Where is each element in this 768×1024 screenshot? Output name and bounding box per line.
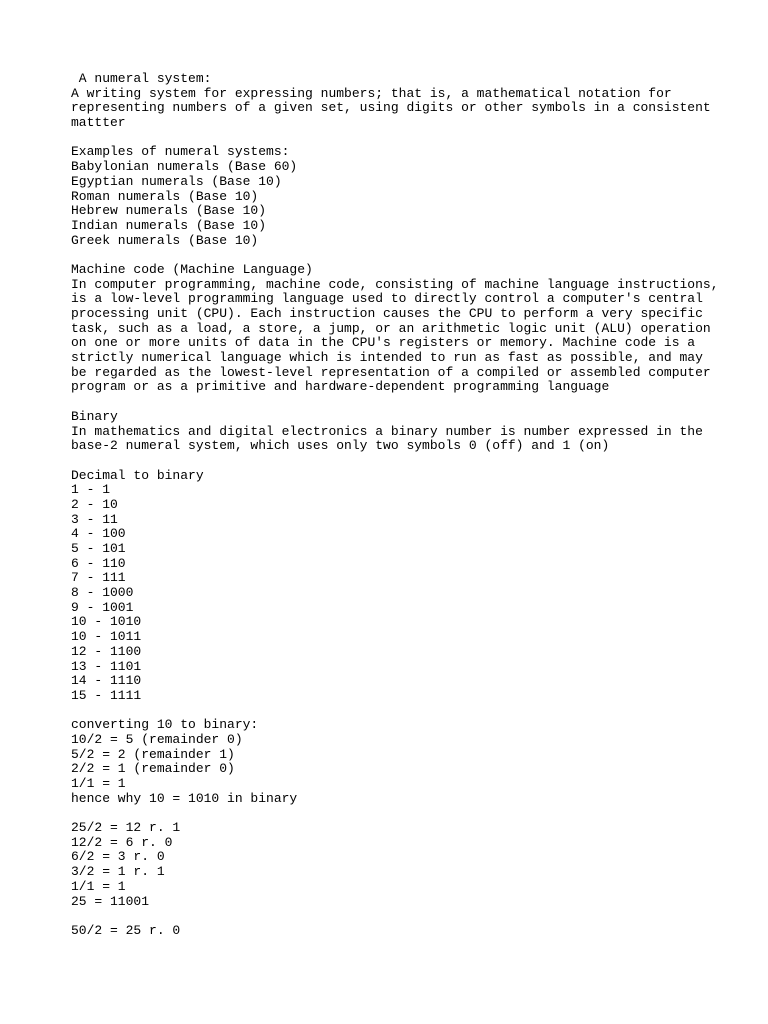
text-line: Babylonian numerals (Base 60) bbox=[71, 159, 298, 175]
text-line: converting 10 to binary: bbox=[71, 717, 259, 733]
text-line: 12 - 1100 bbox=[71, 643, 142, 659]
text-line: A numeral system: bbox=[71, 71, 212, 86]
text-line: is a low-level programming language used to directly control a computer's central bbox=[71, 291, 703, 307]
text-line: on one or more units of data in the CPU's registers or memory. Machine code is a bbox=[71, 335, 696, 351]
text-line: 10 - 1011 bbox=[71, 629, 142, 645]
text-line: 5/2 = 2 (remainder 1) bbox=[71, 746, 235, 762]
text-line: 8 - 1000 bbox=[71, 585, 134, 601]
text-line: 15 - 1111 bbox=[71, 687, 142, 703]
blank-line bbox=[71, 806, 751, 821]
blank-line bbox=[71, 395, 751, 410]
blank-line bbox=[71, 704, 751, 719]
text-section bbox=[71, 410, 751, 454]
text-line: be regarded as the lowest-level representation of a compiled or assembled computer bbox=[71, 364, 711, 380]
text-line: 9 - 1001 bbox=[71, 599, 134, 615]
text-line: program or as a primitive and hardware-dependent programming language bbox=[71, 379, 610, 395]
text-section bbox=[71, 469, 751, 704]
blank-line bbox=[71, 909, 751, 924]
text-line: Machine code (Machine Language) bbox=[71, 261, 313, 277]
text-line: Roman numerals (Base 10) bbox=[71, 188, 259, 204]
text-line: 3/2 = 1 r. 1 bbox=[71, 864, 165, 880]
text-line: 25 = 11001 bbox=[71, 893, 150, 909]
text-section bbox=[71, 72, 751, 131]
text-line: 7 - 111 bbox=[71, 570, 126, 586]
text-line: hence why 10 = 1010 in binary bbox=[71, 790, 298, 806]
text-line: 1/1 = 1 bbox=[71, 776, 126, 791]
text-line: 6 - 110 bbox=[71, 555, 126, 571]
text-line: 10 - 1010 bbox=[71, 614, 142, 630]
text-line: 5 - 101 bbox=[71, 541, 126, 556]
text-line: 25/2 = 12 r. 1 bbox=[71, 820, 181, 836]
text-line: 2/2 = 1 (remainder 0) bbox=[71, 761, 235, 777]
text-line: Greek numerals (Base 10) bbox=[71, 232, 259, 248]
text-line: representing numbers of a given set, using digits or other symbols in a consistent bbox=[71, 100, 711, 116]
text-line: Hebrew numerals (Base 10) bbox=[71, 203, 267, 219]
text-section bbox=[71, 263, 751, 395]
text-line: base-2 numeral system, which uses only two symbols 0 (off) and 1 (on) bbox=[71, 438, 610, 454]
document-page bbox=[71, 72, 751, 939]
text-line: Decimal to binary bbox=[71, 467, 204, 483]
text-line: 1 - 1 bbox=[71, 482, 111, 498]
blank-line bbox=[71, 248, 751, 263]
text-section bbox=[71, 718, 751, 806]
text-line: A writing system for expressing numbers; that is, a mathematical notation for bbox=[71, 85, 672, 101]
text-line: In mathematics and digital electronics a binary number is number expressed in the bbox=[71, 423, 703, 439]
text-line: Indian numerals (Base 10) bbox=[71, 217, 267, 233]
text-line: 4 - 100 bbox=[71, 526, 126, 542]
text-line: 6/2 = 3 r. 0 bbox=[71, 849, 165, 865]
text-line: processing unit (CPU). Each instruction causes the CPU to perform a very specific bbox=[71, 306, 703, 321]
blank-line bbox=[71, 131, 751, 146]
text-line: 12/2 = 6 r. 0 bbox=[71, 834, 173, 850]
text-line: 14 - 1110 bbox=[71, 673, 142, 689]
text-line: Binary bbox=[71, 408, 118, 424]
text-line: 3 - 11 bbox=[71, 511, 118, 527]
text-line: In computer programming, machine code, consisting of machine language instructions, bbox=[71, 276, 719, 292]
text-section bbox=[71, 821, 751, 909]
text-section bbox=[71, 924, 751, 939]
text-line: task, such as a load, a store, a jump, or an arithmetic logic unit (ALU) operation bbox=[71, 320, 711, 336]
text-line: mattter bbox=[71, 115, 126, 131]
text-line: Examples of numeral systems: bbox=[71, 144, 290, 160]
text-line: Egyptian numerals (Base 10) bbox=[71, 173, 282, 189]
text-line: 10/2 = 5 (remainder 0) bbox=[71, 731, 243, 747]
text-section bbox=[71, 145, 751, 248]
text-line: 13 - 1101 bbox=[71, 658, 142, 674]
text-line: 2 - 10 bbox=[71, 496, 118, 512]
text-line: strictly numerical language which is intended to run as fast as possible, and may bbox=[71, 350, 703, 366]
text-line: 1/1 = 1 bbox=[71, 878, 126, 894]
blank-line bbox=[71, 454, 751, 469]
text-line: 50/2 = 25 r. 0 bbox=[71, 922, 181, 938]
